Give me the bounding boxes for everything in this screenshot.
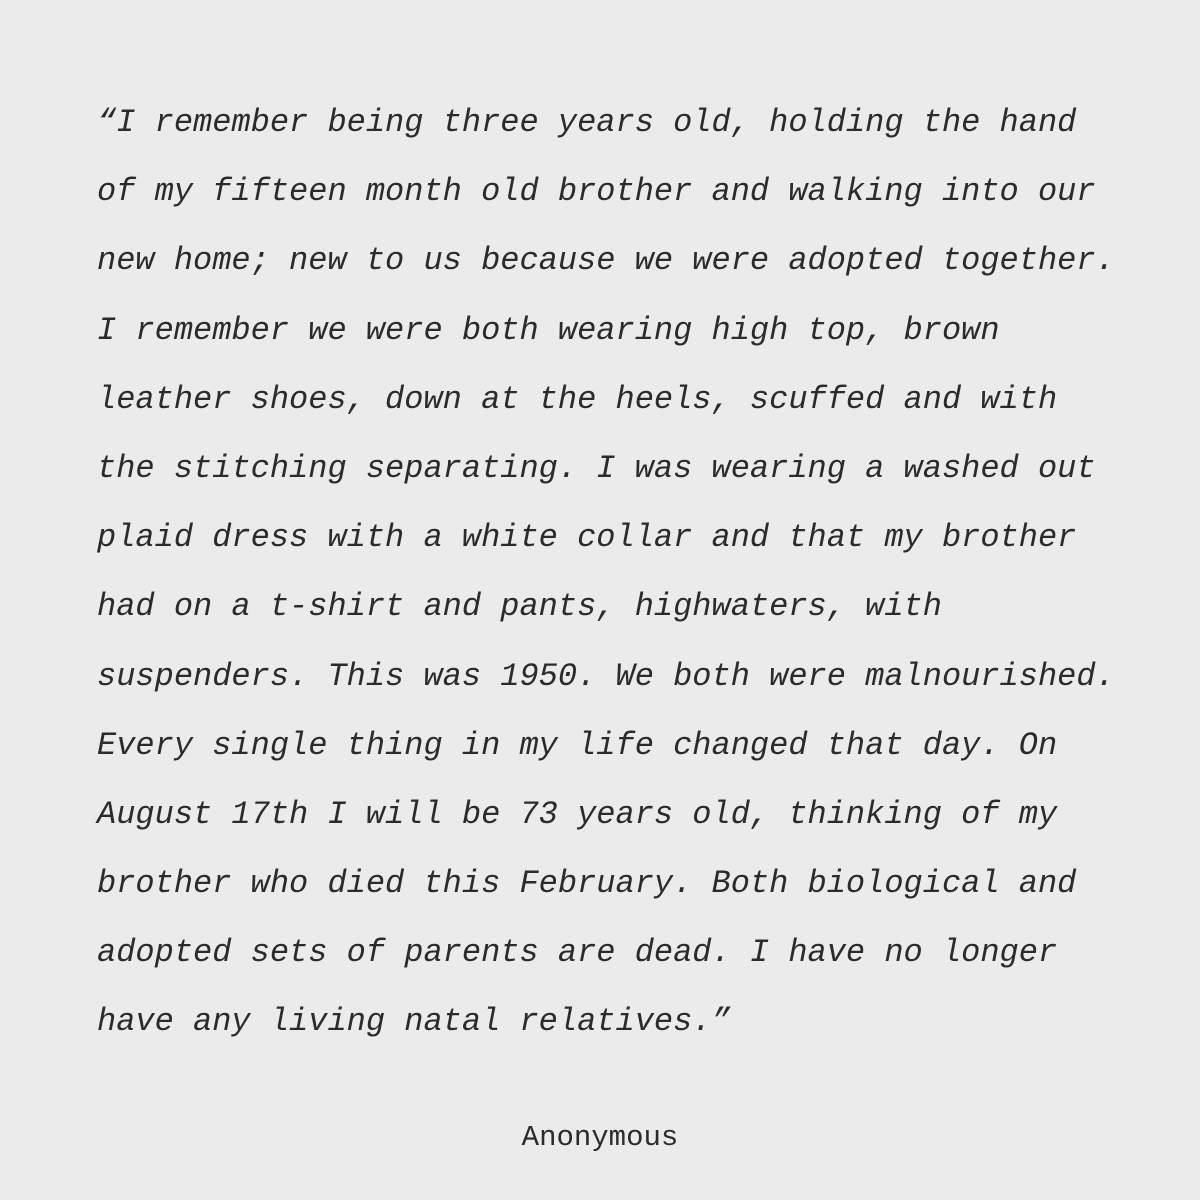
- quote-line: “I remember being three years old, holding the hand: [97, 104, 1077, 141]
- quote-line: adopted sets of parents are dead. I have no longer: [97, 934, 1058, 972]
- quote-line: brother who died this February. Both biological and: [97, 865, 1077, 903]
- quote-line: suspenders. This was 1950. We both were malnourished.: [97, 657, 1115, 695]
- quote-text: [97, 88, 1157, 1057]
- quote-line: plaid dress with a white collar and that my brother: [97, 519, 1077, 557]
- quote-line: Every single thing in my life changed that day. On: [97, 726, 1058, 764]
- quote-line: new home; new to us because we were adopted together.: [97, 242, 1115, 280]
- quote-line: had on a t-shirt and pants, highwaters, with: [97, 588, 942, 626]
- quote-line: August 17th I will be 73 years old, thinking of my: [97, 795, 1058, 833]
- quote-line: of my fifteen month old brother and walking into our: [97, 173, 1096, 211]
- quote-line: have any living natal relatives.”: [97, 1003, 731, 1041]
- quote-line: the stitching separating. I was wearing a washed out: [97, 449, 1096, 487]
- quote-line: I remember we were both wearing high top, brown: [97, 311, 1000, 349]
- quote-line: leather shoes, down at the heels, scuffed and with: [97, 380, 1058, 418]
- attribution: Anonymous: [521, 1121, 679, 1154]
